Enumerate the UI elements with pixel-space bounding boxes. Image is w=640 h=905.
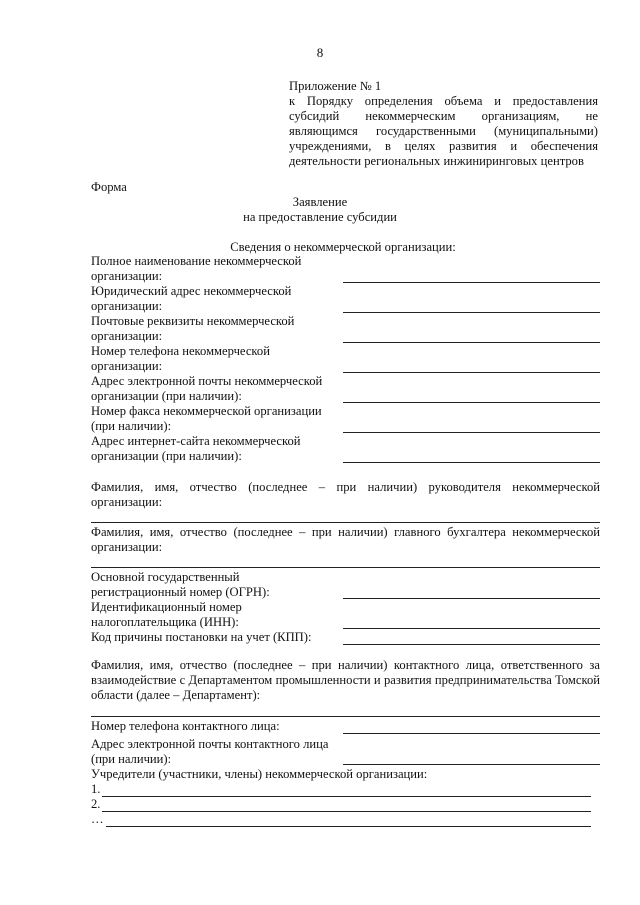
label-line: Юридический адрес некоммерческой <box>91 284 292 298</box>
contact-email-label <box>91 737 341 767</box>
org-fax-label <box>91 404 341 434</box>
founder-row-2[interactable] <box>91 797 591 812</box>
label-line: организации: <box>91 359 163 373</box>
org-email-field[interactable] <box>343 402 600 403</box>
kpp-field[interactable] <box>343 644 600 645</box>
accountant-name-field[interactable] <box>91 567 600 568</box>
label-line: Код причины постановки на учет (КПП): <box>91 630 312 644</box>
org-website-field[interactable] <box>343 462 600 463</box>
label-line: Адрес электронной почты некоммерческой <box>91 374 323 388</box>
founders-label: Учредители (участники, члены) некоммерческой организации: <box>91 767 428 781</box>
inn-label <box>91 600 341 630</box>
annex-text: к Порядку определения объема и предоставления субсидий некоммерческим организациям, не являющимся государственными (муниципальными) учреждениями, в целях развития и обеспечения деятельности региональных инжиниринговых центров <box>289 94 598 168</box>
contact-name-label: Фамилия, имя, отчество (последнее – при наличии) контактного лица, ответственного за взаимодействие с Департаментом промышленности и развития предпринимательства Томской области (далее – Департамент): <box>91 658 600 702</box>
label-line: организации: <box>91 299 163 313</box>
org-legal-address-label <box>91 284 341 314</box>
org-phone-label <box>91 344 341 374</box>
contact-name-field[interactable] <box>91 716 600 717</box>
head-name-label: Фамилия, имя, отчество (последнее – при наличии) руководителя некоммерческой организации: <box>91 480 600 509</box>
document-title-line1: Заявление <box>292 195 348 209</box>
inn-field[interactable] <box>343 628 600 629</box>
org-phone-field[interactable] <box>343 372 600 373</box>
label-line: Идентификационный номер <box>91 600 242 614</box>
org-website-label <box>91 434 341 464</box>
org-legal-address-field[interactable] <box>343 312 600 313</box>
org-postal-details-label <box>91 314 341 344</box>
org-email-label <box>91 374 341 404</box>
head-name-field[interactable] <box>91 522 600 523</box>
label-line: Основной государственный <box>91 570 240 584</box>
form-label: Форма <box>91 180 127 194</box>
annex-title: Приложение № 1 <box>289 79 382 93</box>
label-line: (при наличии): <box>91 752 172 766</box>
org-full-name-field[interactable] <box>343 282 600 283</box>
label-line: Адрес электронной почты контактного лица <box>91 737 329 751</box>
label-line: организации: <box>91 269 163 283</box>
annex-block <box>289 79 598 169</box>
label-line: Номер телефона контактного лица: <box>91 719 280 733</box>
section-title: Сведения о некоммерческой организации: <box>230 240 456 254</box>
document-title-line2: на предоставление субсидии <box>243 210 397 224</box>
contact-phone-field[interactable] <box>343 733 600 734</box>
label-line: Почтовые реквизиты некоммерческой <box>91 314 295 328</box>
page-number: 8 <box>316 45 324 60</box>
label-line: Адрес интернет-сайта некоммерческой <box>91 434 301 448</box>
label-line: Полное наименование некоммерческой <box>91 254 302 268</box>
label-line: Номер телефона некоммерческой <box>91 344 270 358</box>
contact-email-field[interactable] <box>343 764 600 765</box>
kpp-label <box>91 630 341 645</box>
org-full-name-label <box>91 254 341 284</box>
document-title <box>0 195 640 225</box>
contact-phone-label <box>91 719 341 734</box>
accountant-name-label: Фамилия, имя, отчество (последнее – при наличии) главного бухгалтера некоммерческой организации: <box>91 525 600 554</box>
label-line: организации (при наличии): <box>91 389 242 403</box>
label-line: регистрационный номер (ОГРН): <box>91 585 270 599</box>
ogrn-label <box>91 570 341 600</box>
ogrn-field[interactable] <box>343 598 600 599</box>
label-line: (при наличии): <box>91 419 172 433</box>
founder-number: 2. <box>91 797 101 811</box>
founder-field[interactable] <box>102 784 591 797</box>
label-line: Номер факса некоммерческой организации <box>91 404 322 418</box>
founder-row-1[interactable] <box>91 782 591 797</box>
org-postal-details-field[interactable] <box>343 342 600 343</box>
founder-field[interactable] <box>102 799 591 812</box>
founder-number: 1. <box>91 782 101 796</box>
label-line: налогоплательщика (ИНН): <box>91 615 239 629</box>
label-line: организации: <box>91 329 163 343</box>
label-line: организации (при наличии): <box>91 449 242 463</box>
founder-number: … <box>91 812 104 826</box>
founder-field[interactable] <box>106 814 591 827</box>
founder-row-3[interactable] <box>91 812 591 827</box>
org-fax-field[interactable] <box>343 432 600 433</box>
